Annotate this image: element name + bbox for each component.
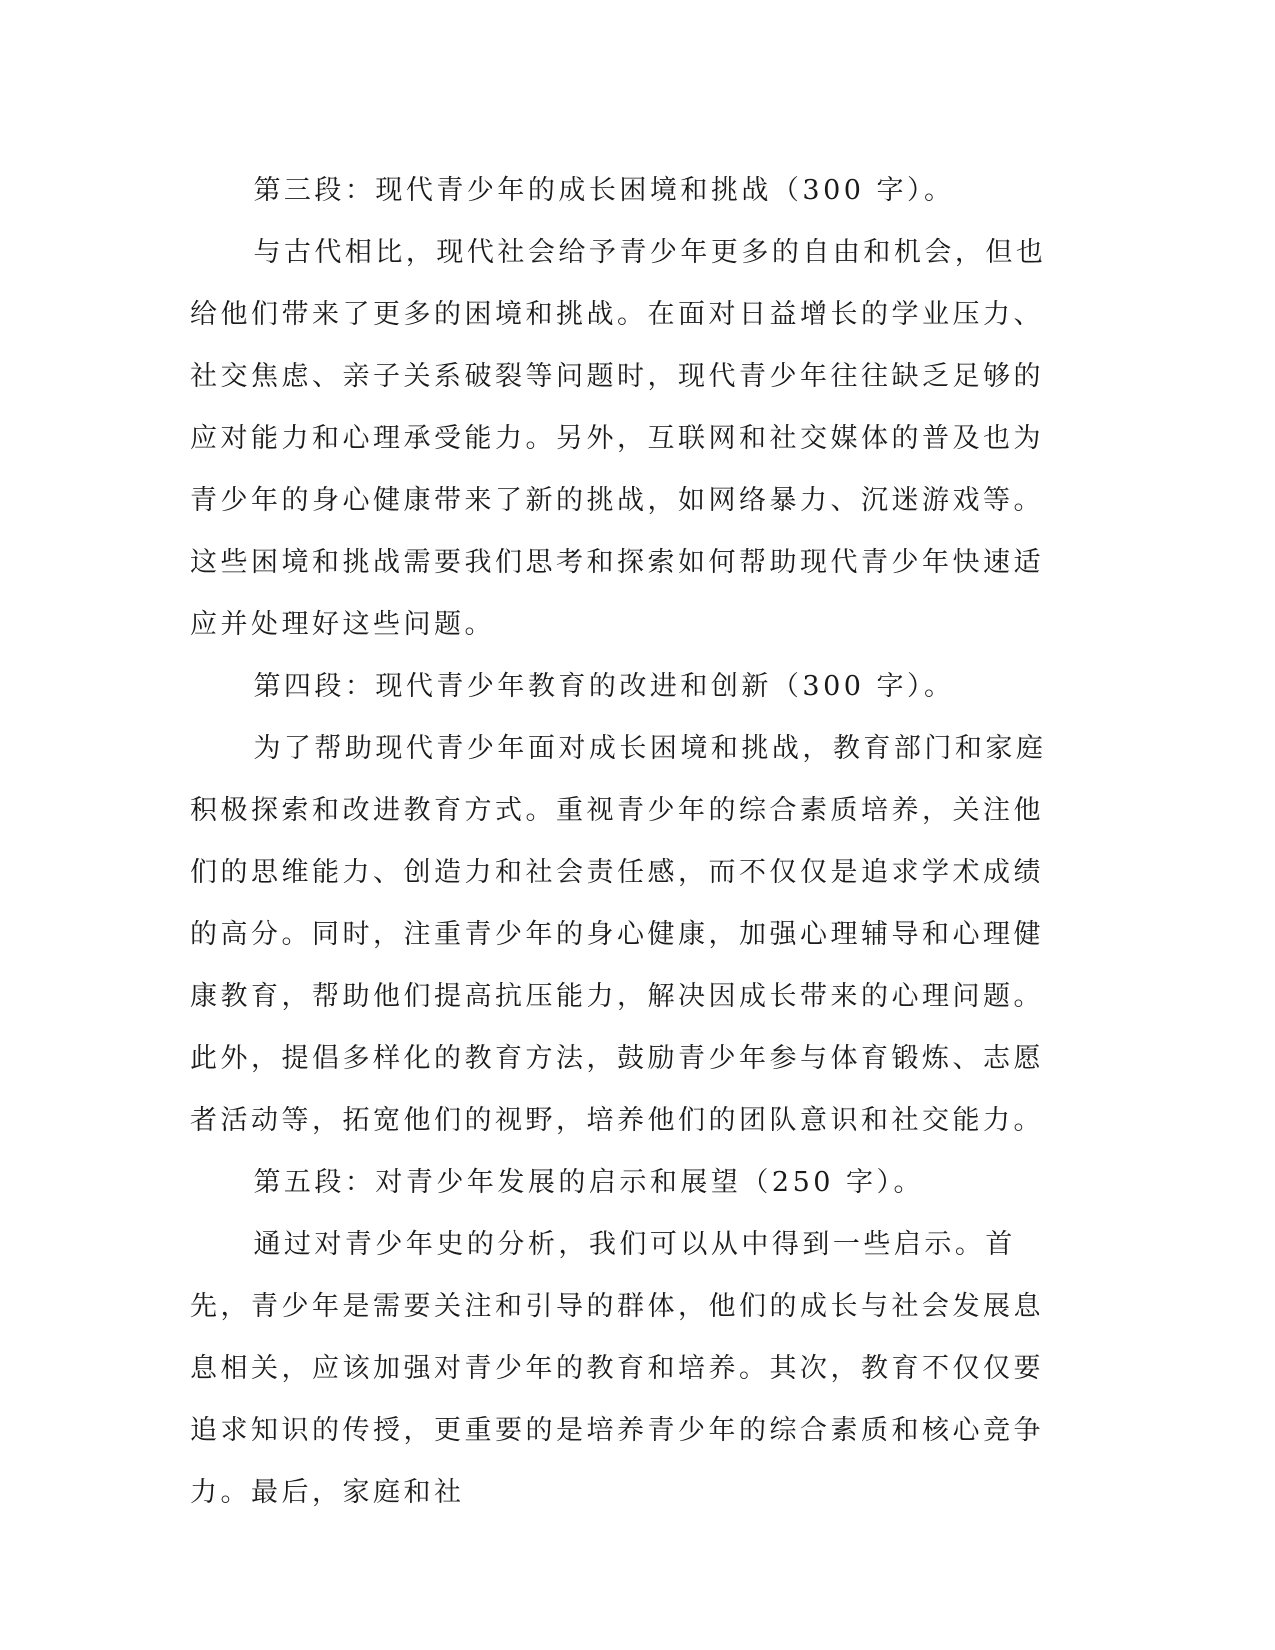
section-heading-4: 第四段：现代青少年教育的改进和创新（300 字）。 bbox=[253, 671, 955, 702]
document-body bbox=[190, 160, 1070, 1524]
section-paragraph-5: 通过对青少年史的分析，我们可以从中得到一些启示。首先，青少年是需要关注和引导的群体，他们的成长与社会发展息息相关，应该加强对青少年的教育和培养。其次，教育不仅仅要追求知识的传授，更重要的是培养青少年的综合素质和核心竞争力。最后，家庭和社 bbox=[190, 1229, 1044, 1508]
section-heading-5: 第五段：对青少年发展的启示和展望（250 字）。 bbox=[253, 1167, 925, 1198]
section-paragraph-3: 与古代相比，现代社会给予青少年更多的自由和机会，但也给他们带来了更多的困境和挑战。在面对日益增长的学业压力、社交焦虑、亲子关系破裂等问题时，现代青少年往往缺乏足够的应对能力和心理承受能力。另外，互联网和社交媒体的普及也为青少年的身心健康带来了新的挑战，如网络暴力、沉迷游戏等。这些困境和挑战需要我们思考和探索如何帮助现代青少年快速适应并处理好这些问题。 bbox=[190, 237, 1047, 640]
section-heading-3: 第三段：现代青少年的成长困境和挑战（300 字）。 bbox=[253, 175, 955, 206]
section-paragraph-4: 为了帮助现代青少年面对成长困境和挑战，教育部门和家庭积极探索和改进教育方式。重视青少年的综合素质培养，关注他们的思维能力、创造力和社会责任感，而不仅仅是追求学术成绩的高分。同时，注重青少年的身心健康，加强心理辅导和心理健康教育，帮助他们提高抗压能力，解决因成长带来的心理问题。此外，提倡多样化的教育方法，鼓励青少年参与体育锻炼、志愿者活动等，拓宽他们的视野，培养他们的团队意识和社交能力。 bbox=[190, 733, 1047, 1136]
